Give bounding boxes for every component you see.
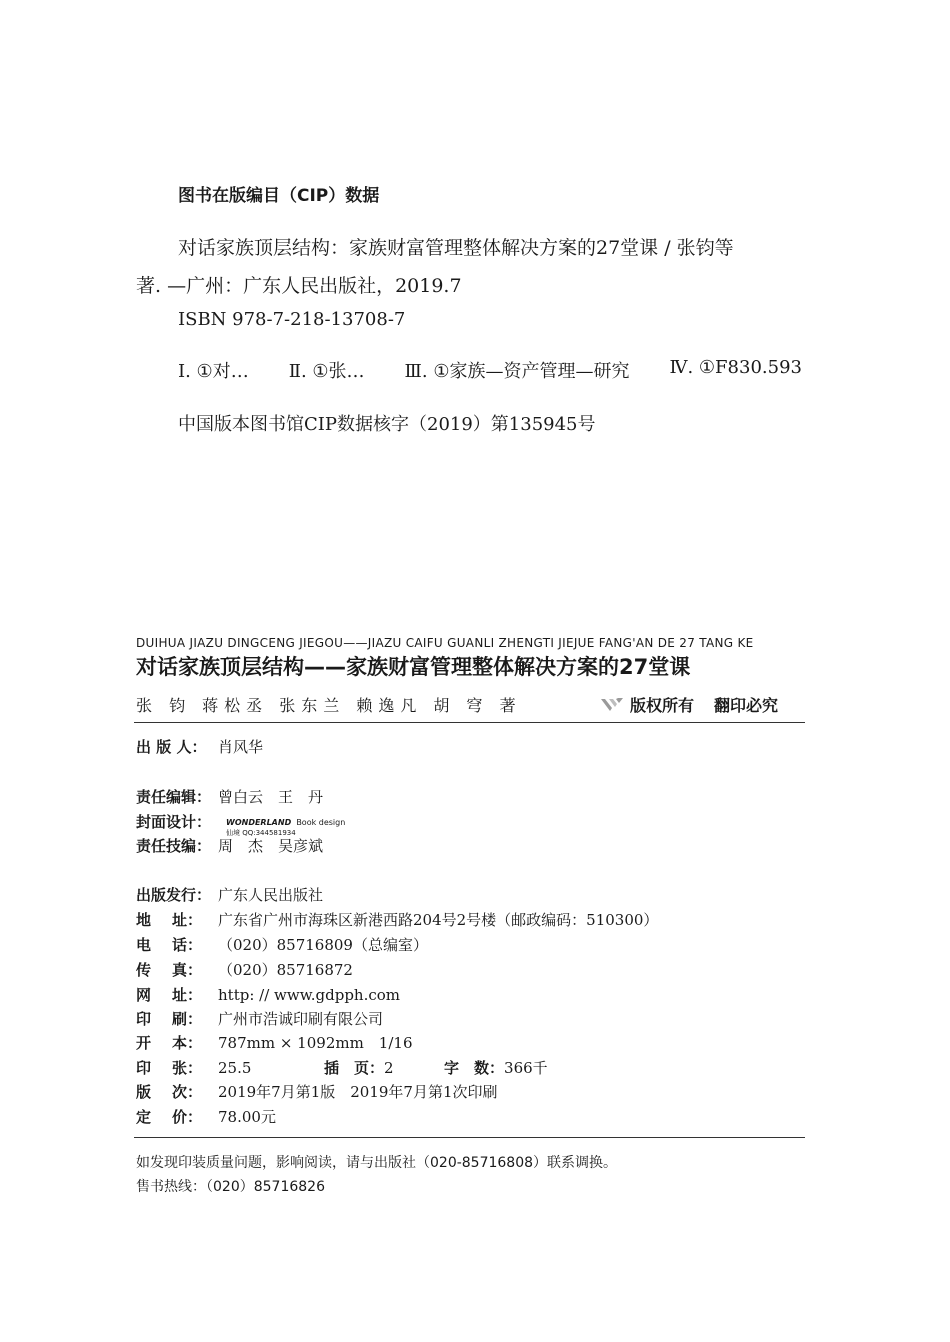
tech-editor-row bbox=[136, 835, 323, 856]
cip-catalog-number: 中国版本图书馆CIP数据核字（2019）第135945号 bbox=[178, 414, 596, 435]
sheets-label-a: 印 bbox=[136, 1059, 152, 1077]
phone-value: （020）85716809（总编室） bbox=[218, 936, 428, 954]
cover-design-row bbox=[136, 811, 218, 832]
sheets-label-b: 张： bbox=[171, 1059, 202, 1077]
format-row bbox=[136, 1032, 413, 1053]
sales-hotline: 售书热线：（020）85716826 bbox=[136, 1179, 325, 1195]
price-row bbox=[136, 1106, 276, 1127]
plates-label: 插 页： bbox=[324, 1059, 385, 1077]
distributor-row bbox=[136, 884, 323, 905]
phone-row bbox=[136, 934, 428, 955]
authors: 张 钧 蒋松丞 张东兰 赖逸凡 胡 穹 著 bbox=[136, 696, 522, 715]
pinyin-title: DUIHUA JIAZU DINGCENG JIEGOU——JIAZU CAIFU GUANLI ZHENGTI JIEJUE FANG'AN DE 27 TANG KE bbox=[136, 636, 754, 650]
cip-class-1: Ⅰ. ①对… bbox=[178, 361, 249, 382]
printer-value: 广州市浩诚印刷有限公司 bbox=[218, 1010, 384, 1028]
cip-heading: 图书在版编目（CIP）数据 bbox=[178, 186, 380, 206]
price-label-b: 价： bbox=[171, 1108, 202, 1126]
divider-bottom bbox=[134, 1137, 805, 1138]
publisher-name: 肖风华 bbox=[218, 738, 264, 756]
designer-contact: 仙境 QQ:344581934 bbox=[226, 829, 296, 837]
plates-value: 2 bbox=[384, 1059, 394, 1077]
sheets-value: 25.5 bbox=[218, 1059, 252, 1077]
fax-value: （020）85716872 bbox=[218, 961, 353, 979]
edition-label-a: 版 bbox=[136, 1083, 152, 1101]
publisher-label: 出 版 人： bbox=[136, 738, 207, 756]
word-count-label: 字 数： bbox=[444, 1059, 505, 1077]
fax-label-a: 传 bbox=[136, 961, 152, 979]
phone-label-a: 电 bbox=[136, 936, 152, 954]
edition-label-b: 次： bbox=[171, 1083, 202, 1101]
website-label-a: 网 bbox=[136, 986, 152, 1004]
fax-label-b: 真： bbox=[171, 961, 202, 979]
format-label-b: 本： bbox=[171, 1034, 202, 1052]
word-count-value: 366千 bbox=[504, 1059, 548, 1077]
cip-classification bbox=[178, 357, 802, 383]
cip-class-4: Ⅳ. ①F830.593 bbox=[669, 357, 802, 378]
price-label-a: 定 bbox=[136, 1108, 152, 1126]
printer-label-b: 刷： bbox=[171, 1010, 202, 1028]
sheets-row bbox=[136, 1057, 548, 1078]
cip-class-3: Ⅲ. ①家族—资产管理—研究 bbox=[404, 361, 630, 382]
format-label-a: 开 bbox=[136, 1034, 152, 1052]
distributor-name: 广东人民出版社 bbox=[218, 886, 324, 904]
website-row bbox=[136, 984, 400, 1005]
cip-isbn: ISBN 978-7-218-13708-7 bbox=[178, 309, 406, 330]
editor-row bbox=[136, 786, 323, 807]
edition-value: 2019年7月第1版 2019年7月第1次印刷 bbox=[218, 1083, 498, 1101]
address-row bbox=[136, 909, 658, 930]
address-value: 广东省广州市海珠区新港西路204号2号楼（邮政编码：510300） bbox=[218, 911, 659, 929]
distributor-label: 出版发行： bbox=[136, 886, 212, 904]
edition-row bbox=[136, 1081, 498, 1102]
website-value: http: // www.gdpph.com bbox=[218, 986, 401, 1004]
wonderland-wordmark: WONDERLAND bbox=[226, 818, 292, 827]
publisher-row bbox=[136, 736, 263, 757]
cip-title-line-1: 对话家族顶层结构：家族财富管理整体解决方案的27堂课 / 张钧等 bbox=[178, 237, 734, 259]
quality-notice: 如发现印装质量问题，影响阅读，请与出版社（020-85716808）联系调换。 bbox=[136, 1155, 618, 1171]
format-value: 787mm × 1092mm 1/16 bbox=[218, 1034, 413, 1052]
printer-label-a: 印 bbox=[136, 1010, 152, 1028]
cover-design-label: 封面设计： bbox=[136, 813, 212, 831]
cip-class-2: Ⅱ. ①张… bbox=[288, 361, 365, 382]
price-value: 78.00元 bbox=[218, 1108, 276, 1126]
fax-row bbox=[136, 959, 353, 980]
rights-reserved: 版权所有 bbox=[630, 696, 695, 715]
publisher-logo-icon bbox=[600, 696, 624, 714]
website-label-b: 址： bbox=[171, 986, 202, 1004]
editor-names: 曾白云 王 丹 bbox=[218, 788, 324, 806]
book-title: 对话家族顶层结构——家族财富管理整体解决方案的27堂课 bbox=[136, 655, 691, 679]
printer-row bbox=[136, 1008, 383, 1029]
cip-title-line-2: 著. —广州：广东人民出版社，2019.7 bbox=[136, 275, 462, 297]
reprint-prohibited: 翻印必究 bbox=[714, 696, 779, 715]
address-label-a: 地 bbox=[136, 911, 152, 929]
phone-label-b: 话： bbox=[171, 936, 202, 954]
divider-top bbox=[134, 722, 805, 723]
cover-designer-logo bbox=[226, 812, 345, 837]
book-design-text: Book design bbox=[296, 818, 346, 827]
tech-editor-names: 周 杰 吴彦斌 bbox=[218, 837, 324, 855]
rights-notice bbox=[600, 693, 778, 716]
address-label-b: 址： bbox=[171, 911, 202, 929]
editor-label: 责任编辑： bbox=[136, 788, 212, 806]
tech-editor-label: 责任技编： bbox=[136, 837, 212, 855]
